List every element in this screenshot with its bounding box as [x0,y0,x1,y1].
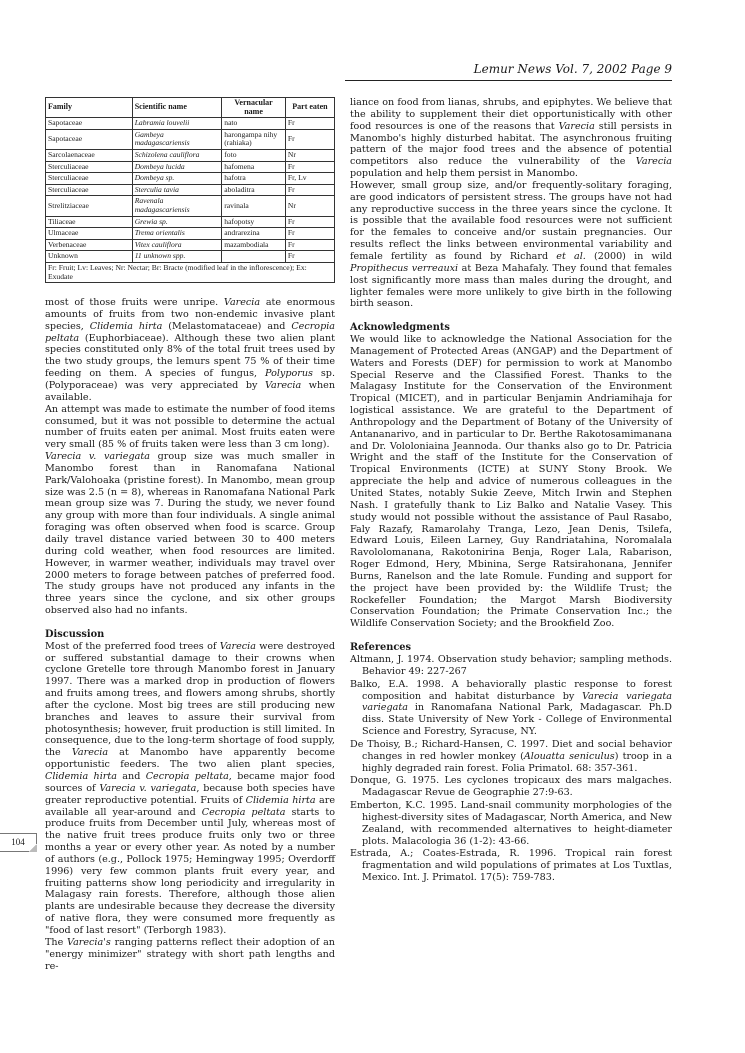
text-run: Balko, E.A. 1998. A behaviorally plastic response to forest composition and habitat disturbance by [350,678,672,702]
table-cell-scientific-name: Sterculia tavia [132,184,222,196]
text-run: population and help them persist in Manombo. [350,168,578,180]
paragraph [350,180,672,310]
table-cell-scientific-name: Gambeya madagascariensis [132,129,222,149]
column-header-part-eaten: Part eaten [285,98,334,118]
section-heading: Discussion [45,628,105,640]
table-row [46,196,335,216]
table-cell-part-eaten: Nr [285,149,334,161]
table-cell-family: Unknown [46,251,133,263]
table-footnote-row [46,262,335,282]
text-run: (2000) in wild [585,250,672,262]
table-cell-family: Ulmaceae [46,228,133,240]
table-cell-scientific-name: Schizolena cauliflora [132,149,222,161]
right-column-text [350,97,672,884]
italic-text: Polyporus [265,368,313,380]
table-cell-scientific-name: Trema orientalis [132,228,222,240]
text-run: Altmann, J. 1974. Observation study behavior; sampling methods. Behavior 49: 227-267 [350,653,672,677]
text-run: ) troop in a highly degraded rain forest. Folia Primatol. 68: 357-361. [362,750,673,774]
italic-text: Cecropia peltata [145,771,229,782]
text-run: at Beza Mahafaly. They found that females lost significantly more mass than males during the drought, and lighter females were more unlikely to give birth in the following birth season. [350,262,672,310]
table-cell-part-eaten: Fr [285,251,334,263]
italic-text: et al. [556,250,586,262]
text-run: ate enormous amounts of fruits from two non-endemic invasive plant species, [45,297,335,332]
table-row [46,129,335,149]
reference-entry [350,679,672,738]
table-cell-family: Sapotaceae [46,129,133,149]
italic-text: Varecia [71,747,109,759]
italic-text: Varecia [558,120,595,132]
left-column [45,97,335,972]
running-header: Lemur News Vol. 7, 2002 Page 9 [345,62,672,81]
page-number-tab: 104 [0,833,37,852]
paragraph [350,97,672,180]
table-cell-vernacular-name: aboladitra [222,184,286,196]
italic-text: Varecia v. variegata [45,451,150,463]
section-heading: Acknowledgments [350,322,450,334]
table-cell-part-eaten: Fr [285,216,334,228]
table-cell-part-eaten: Fr, Lv [285,173,334,185]
reference-entry [350,739,672,775]
italic-text: Varecia variegata variegata [362,690,673,714]
table-cell-part-eaten: Nr [285,196,334,216]
text-run: and [116,771,146,782]
table-cell-vernacular-name: hafotra [222,173,286,185]
text-run: , became major food sources of [45,771,335,794]
text-run: liance on food from lianas, shrubs, and epiphytes. We believe that the ability to supplement their diet opportunistically with other food resources is one of the reasons that [350,97,672,132]
table-cell-vernacular-name: foto [222,149,286,161]
table-row [46,118,335,130]
text-run: in Ranomafana National Park, Madagascar. Ph.D diss. State University of New York - College of Environmental Science and Forestry, Syracuse, NY. [362,702,672,738]
table-row [46,216,335,228]
section-heading: References [350,642,412,654]
table-cell-scientific-name: Vitex cauliflora [132,239,222,251]
table-cell-part-eaten: Fr [285,184,334,196]
left-column-text [45,297,335,972]
table-cell-vernacular-name: ravinala [222,196,286,216]
italic-text: Varecia's [67,936,111,948]
right-column [350,97,672,885]
table-row [46,239,335,251]
italic-text: Varecia [223,297,261,309]
text-run: Most of the preferred food trees of [45,640,220,652]
table-cell-scientific-name: Labramia louvelii [132,118,222,130]
reference-entry [350,848,672,884]
text-run: ranging patterns reflect their adoption of an "energy minimizer" strategy with short path lengths and re- [45,936,335,972]
reference-entry [350,775,672,799]
text-run: However, small group size, and/or frequently-solitary foraging, are good indicators of persistent stress. The groups have not had any reproductive success in the three years since the cyclone. It is possible that the available food resources were not sufficient for the females to conceive and/or sustain pregnancies. Our results reflect the links between environmental variability and female fertility as found by Richard [350,179,672,262]
table-cell-vernacular-name: mazambodiala [222,239,286,251]
table-cell-family: Sterculiaceae [46,173,133,185]
italic-text: Clidemia hirta [45,771,117,782]
table-cell-part-eaten: Fr [285,239,334,251]
paragraph [45,641,335,937]
table-cell-vernacular-name: hafopotsy [222,216,286,228]
table-cell-part-eaten: Fr [285,118,334,130]
text-run: at Manombo have apparently become opportunistic feeders. The two alien plant species, [45,747,335,771]
table-cell-family: Verbenaceae [46,239,133,251]
text-run: starts to produce fruits from December until July, whereas most of the native fruit trees produce fruits only two or three months a year or every other year. As noted by a number of authors (e.g., Pollock 1975; Hemingway 1995; Overdorff 1996) very few common plants fruit every year, and fruiting patterns show long periodicity and irregularity in Malagasy rain forests. Therefore, although those alien plants are undesirable because they decrease the diversity of native flora, they were consumed more frequently as "food of last resort" (Terborgh 1983). [45,806,335,936]
text-run: most of those fruits were unripe. [45,297,224,309]
column-header-family: Family [46,98,133,118]
italic-text: Varecia [264,380,302,391]
paragraph [45,297,335,404]
table-header-row [46,98,335,118]
italic-text: Cecropia peltata [45,320,336,344]
text-run: De Thoisy, B.; Richard-Hansen, C. 1997. Diet and social behavior changes in red howler monkey ( [350,738,672,762]
italic-text: Propithecus verreauxi [350,262,459,274]
reference-entry [350,654,672,678]
text-run: group size was much smaller in Manombo forest than in Ranomafana National Park/Valohoaka (pristine forest). In Manombo, mean group size was 2.5 (n = 8), whereas in Ranomafana National Park mean group size was 7. During the study, we never found any group with more than four individuals. A single animal foraging was often observed when food is scarce. Group daily travel distance varied between 30 to 400 meters during cold weather, when food resources are limited. However, in warmer weather, individuals may travel over 2000 meters to forage between patches of preferred food. The study groups have not produced any infants in the three years since the cyclone, and six other groups observed also had no infants. [45,451,335,617]
table-cell-part-eaten: Fr [285,129,334,149]
paragraph [45,937,335,973]
text-run: We would like to acknowledge the National Association for the Management of Protected Areas (ANGAP) and the Department of Waters and Forests (DEF) for permission to work at Manombo Special Reserve and the Classified Forest. Thanks to the Malagasy Institute for the Conservation of the Environment Tropical (MICET), and in particular Benjamin Andriamihaja for logistical assistance. We are grateful to the Department of Anthropology and the Department of Botany of the University of Antananarivo, and in particular to Dr. Berthe Rakotosamimanana and Dr. Vololoniaina Jeannoda. Our thanks also go to Dr. Patricia Wright and the staff of the Institute for the Conservation of Tropical Environments (ICTE) at SUNY Stony Brook. We appreciate the help and advice of numerous colleagues in the United States, notably Sukie Zeeve, Mitch Irwin and Stephen Nash. I gratefully thank to Liz Balko and Natalie Vasey. This study would not possible without the assistance of Paul Rasabo, Faly Razafy, Ramarolahy Tranga, Lezo, Jean Denis, Tsilefa, Edward Louis, Eileen Larney, Guy Randriatahina, Noromalala Ravololomanana, Rakotonirina Benja, Roger Lala, Rabarison, Roger Edmond, Hery, Mbinina, Serge Ratsirahonana, Jennifer Burns, Ranelson and the late Romule. Funding and support for the project have been provided by: the Wildlife Trust; the Rockefeller Foundation; the Margot Marsh Biodiversity Conservation Foundation; the Primate Conservation Inc.; the Wildlife Conservation Society; and the Brookfield Zoo. [350,334,672,630]
text-run: An attempt was made to estimate the number of food items consumed, but it was not possible to determine the actual number of fruits eaten per animal. Most fruits eaten were very small (85 % of fruits taken were less than 3 cm long). [45,403,335,451]
table-footnote: Fr: Fruit; Lv: Leaves; Nr: Nectar; Br: Bracte (modified leaf in the inflorescence); Ex: Exudate [46,262,335,282]
table-cell-part-eaten: Fr [285,228,334,240]
text-run: Emberton, K.C. 1995. Land-snail community morphologies of the highest-diversity sites of Madagascar, North America, and New Zealand, with recommended alternatives to height-diameter plots. Malacologia 36 (1-2): 43-66. [350,800,672,847]
table-row [46,184,335,196]
table-cell-family: Sarcolaenaceae [46,149,133,161]
table-cell-scientific-name: Grewia sp. [132,216,222,228]
table-row [46,149,335,161]
table-row [46,251,335,263]
table-cell-vernacular-name: andrarezina [222,228,286,240]
table-cell-scientific-name: 11 unknown spp. [132,251,222,263]
text-run: are available all year-around and [45,794,335,818]
table-cell-scientific-name: Dombeya sp. [132,173,222,185]
food-plants-table [45,97,335,283]
table-cell-vernacular-name: hafomena [222,161,286,173]
column-header-vernacular-name: Vernacular name [222,98,286,118]
italic-text: Varecia [635,156,672,168]
text-run: were destroyed or suffered substantial damage to their crowns when cyclone Gretelle tore through Manombo forest in January 1997. There was a marked drop in production of flowers and fruits among trees, and flowers among shrubs, shortly after the cyclone. Most big trees are still producing new branches and leaves to assure their survival from photosynthesis; however, fruit production is still limited. In consequence, due to the long-term shortage of food supply, the [45,640,335,759]
text-run: (Melastomataceae) and [162,320,292,332]
text-run: (Euphorbiaceae). Although these two alien plant species constituted only 8% of the total fruit trees used by the two study groups, the lemurs spent 75 % of their time feeding on them. A species of fungus, [45,332,335,380]
text-run: still persists in Manombo's highly disturbed habitat. The asynchronous fruiting pattern of the major food trees and the absence of potential competitors also reduce the vulnerability of the [350,120,672,168]
text-run: when available. [45,380,336,403]
table-row [46,173,335,185]
table-cell-family: Sterculiaceae [46,184,133,196]
table-cell-family: Strelitziaceae [46,196,133,216]
table-cell-family: Tiliaceae [46,216,133,228]
reference-entry [350,800,672,847]
italic-text: Varecia v. variegata [99,782,197,794]
paragraph [45,451,335,617]
column-header-scientific-name: Scientific name [132,98,222,118]
table-cell-scientific-name: Dombeya lucida [132,161,222,173]
table-row [46,161,335,173]
table-cell-family: Sterculiaceae [46,161,133,173]
paragraph [350,334,672,630]
table-cell-vernacular-name [222,251,286,263]
text-run: Estrada, A.; Coates-Estrada, R. 1996. Tropical rain forest fragmentation and wild populations of primates at Los Tuxtlas, Mexico. Int. J. Primatol. 17(5): 759-783. [350,848,672,884]
italic-text: Alouatta seniculus [523,750,615,762]
table-cell-vernacular-name: nato [222,118,286,130]
italic-text: Clidemia hirta [245,794,316,806]
paragraph [45,404,335,451]
table-cell-scientific-name: Ravenala madagascariensis [132,196,222,216]
table-row [46,228,335,240]
text-run: , because both species have greater reproductive potential. Fruits of [45,782,336,806]
text-run: Donque, G. 1975. Les cyclones tropicaux des mars malgaches. Madagascar Revue de Geographie 27:9-63. [350,775,672,799]
italic-text: Varecia [219,640,256,652]
italic-text: Cecropia peltata [201,806,286,818]
italic-text: Clidemia hirta [89,320,163,332]
table-cell-family: Sapotaceae [46,118,133,130]
table-cell-part-eaten: Fr [285,161,334,173]
text-run: sp. (Polyporaceae) was very appreciated by [45,368,335,391]
text-run: The [45,936,68,948]
table-cell-vernacular-name: harongampa nihy (rahiaka) [222,129,286,149]
